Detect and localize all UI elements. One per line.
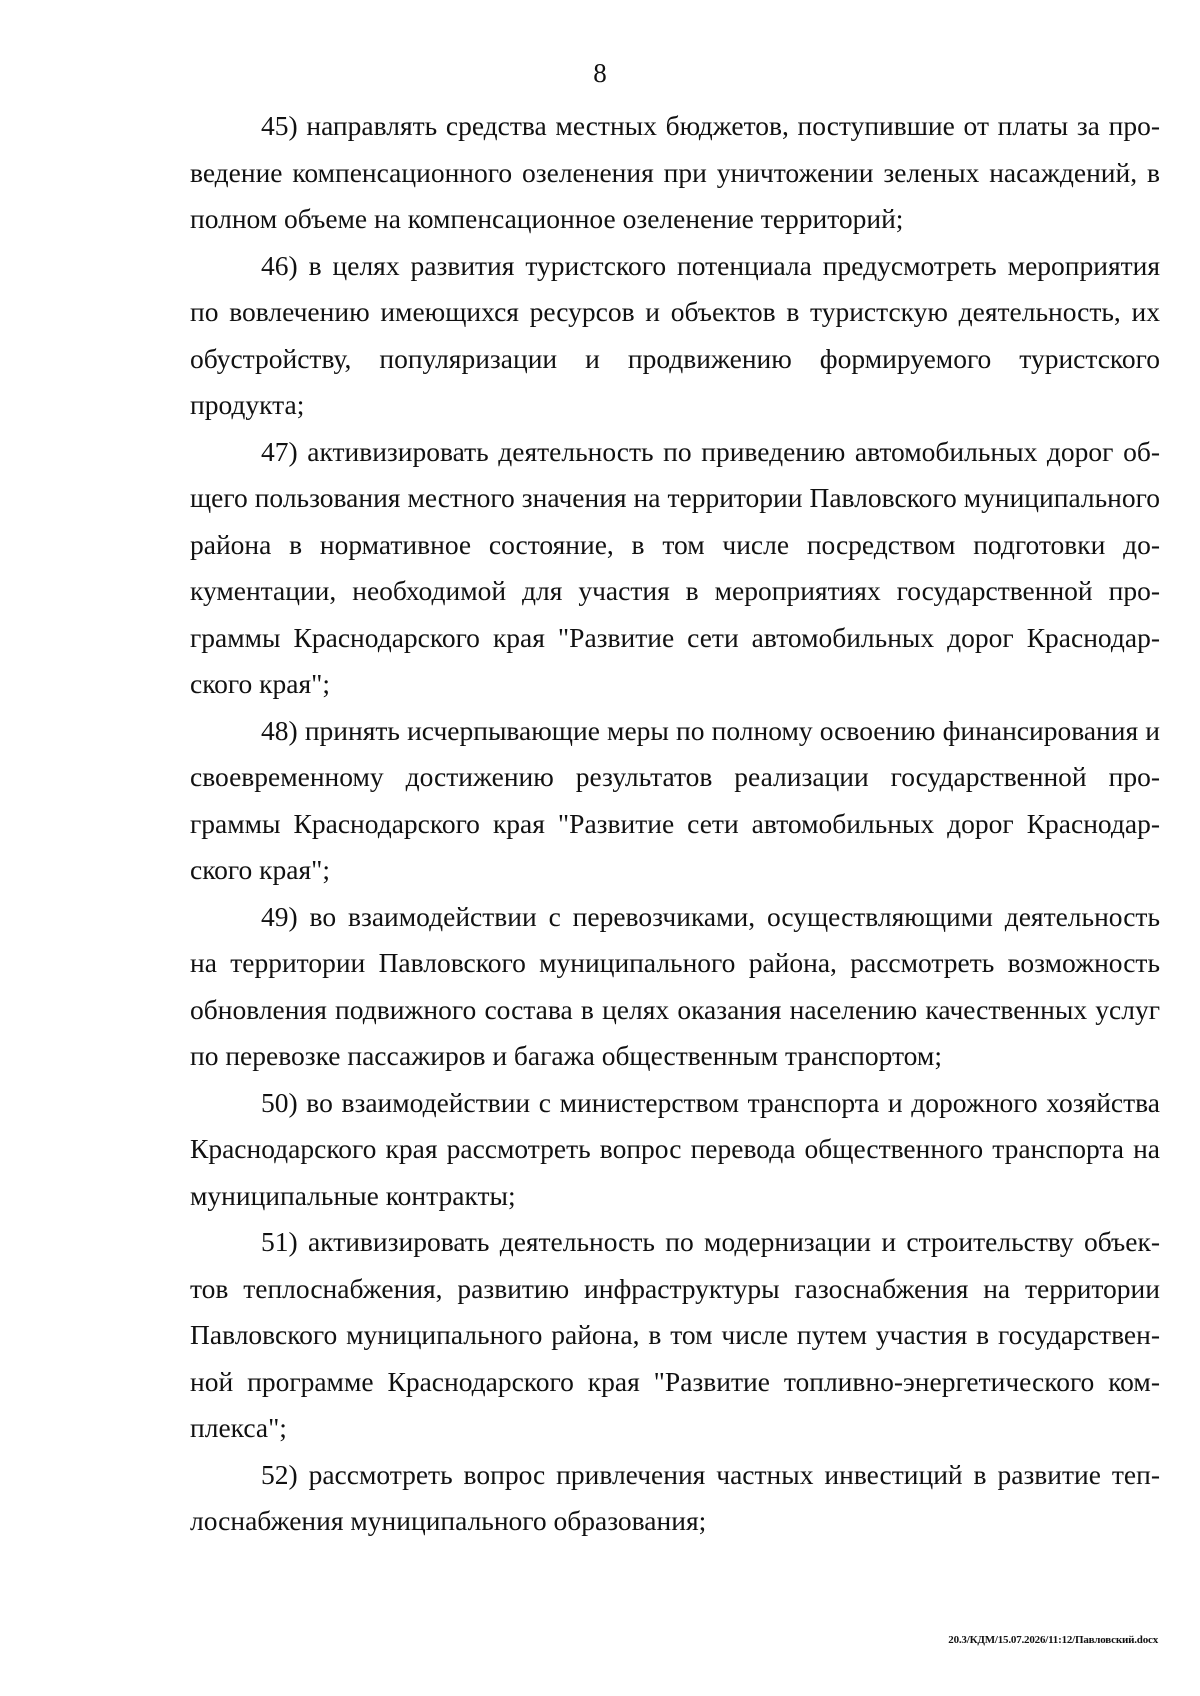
- paragraph-item-46: 46) в целях развития туристского потенциала предусмотреть мероприятия по вовлечению имеющихся ресурсов и объектов в туристскую деятельность, их обустройству, популяризации и продвижению формируемого туристского продукта;: [190, 249, 1160, 420]
- paragraph-item-52: 52) рассмотреть вопрос привлечения частных инвестиций в развитие теплоснабжения муниципального образования;: [190, 1458, 1160, 1536]
- paragraph-item-48: 48) принять исчерпывающие меры по полному освоению финансирования и своевременному достижению результатов реализации государственной программы Краснодарского края "Развитие сети автомобильных дорог Краснодарского края";: [190, 714, 1160, 885]
- paragraph-item-50: 50) во взаимодействии с министерством транспорта и дорожного хозяйства Краснодарского края рассмотреть вопрос перевода общественного транспорта на муниципальные контракты;: [190, 1086, 1160, 1211]
- document-body: [190, 103, 1160, 1545]
- paragraph-item-47: 47) активизировать деятельность по приведению автомобильных дорог общего пользования местного значения на территории Павловского муниципального района в нормативное состояние, в том числе посредством подготовки документации, необходимой для участия в мероприятиях государственной программы Краснодарского края "Развитие сети автомобильных дорог Краснодарского края";: [190, 435, 1160, 699]
- paragraph-item-45: 45) направлять средства местных бюджетов, поступившие от платы за проведение компенсационного озеленения при уничтожении зеленых насаждений, в полном объеме на компенсационное озеленение территорий;: [190, 110, 1160, 234]
- paragraph-item-49: 49) во взаимодействии с перевозчиками, осуществляющими деятельность на территории Павловского муниципального района, рассмотреть возможность обновления подвижного состава в целях оказания населению качественных услуг по перевозке пассажиров и багажа общественным транспортом;: [190, 900, 1160, 1071]
- document-footer-stamp: 20.3/КДМ/15.07.2026/11:12/Павловский.docx: [948, 1634, 1158, 1646]
- paragraph-item-51: 51) активизировать деятельность по модернизации и строительству объектов теплоснабжения, развитию инфраструктуры газоснабжения на территории Павловского муниципального района, в том числе путем участия в государственной программе Краснодарского края "Развитие топливно-энергетического комплекса";: [190, 1226, 1160, 1443]
- page-number: 8: [593, 58, 607, 88]
